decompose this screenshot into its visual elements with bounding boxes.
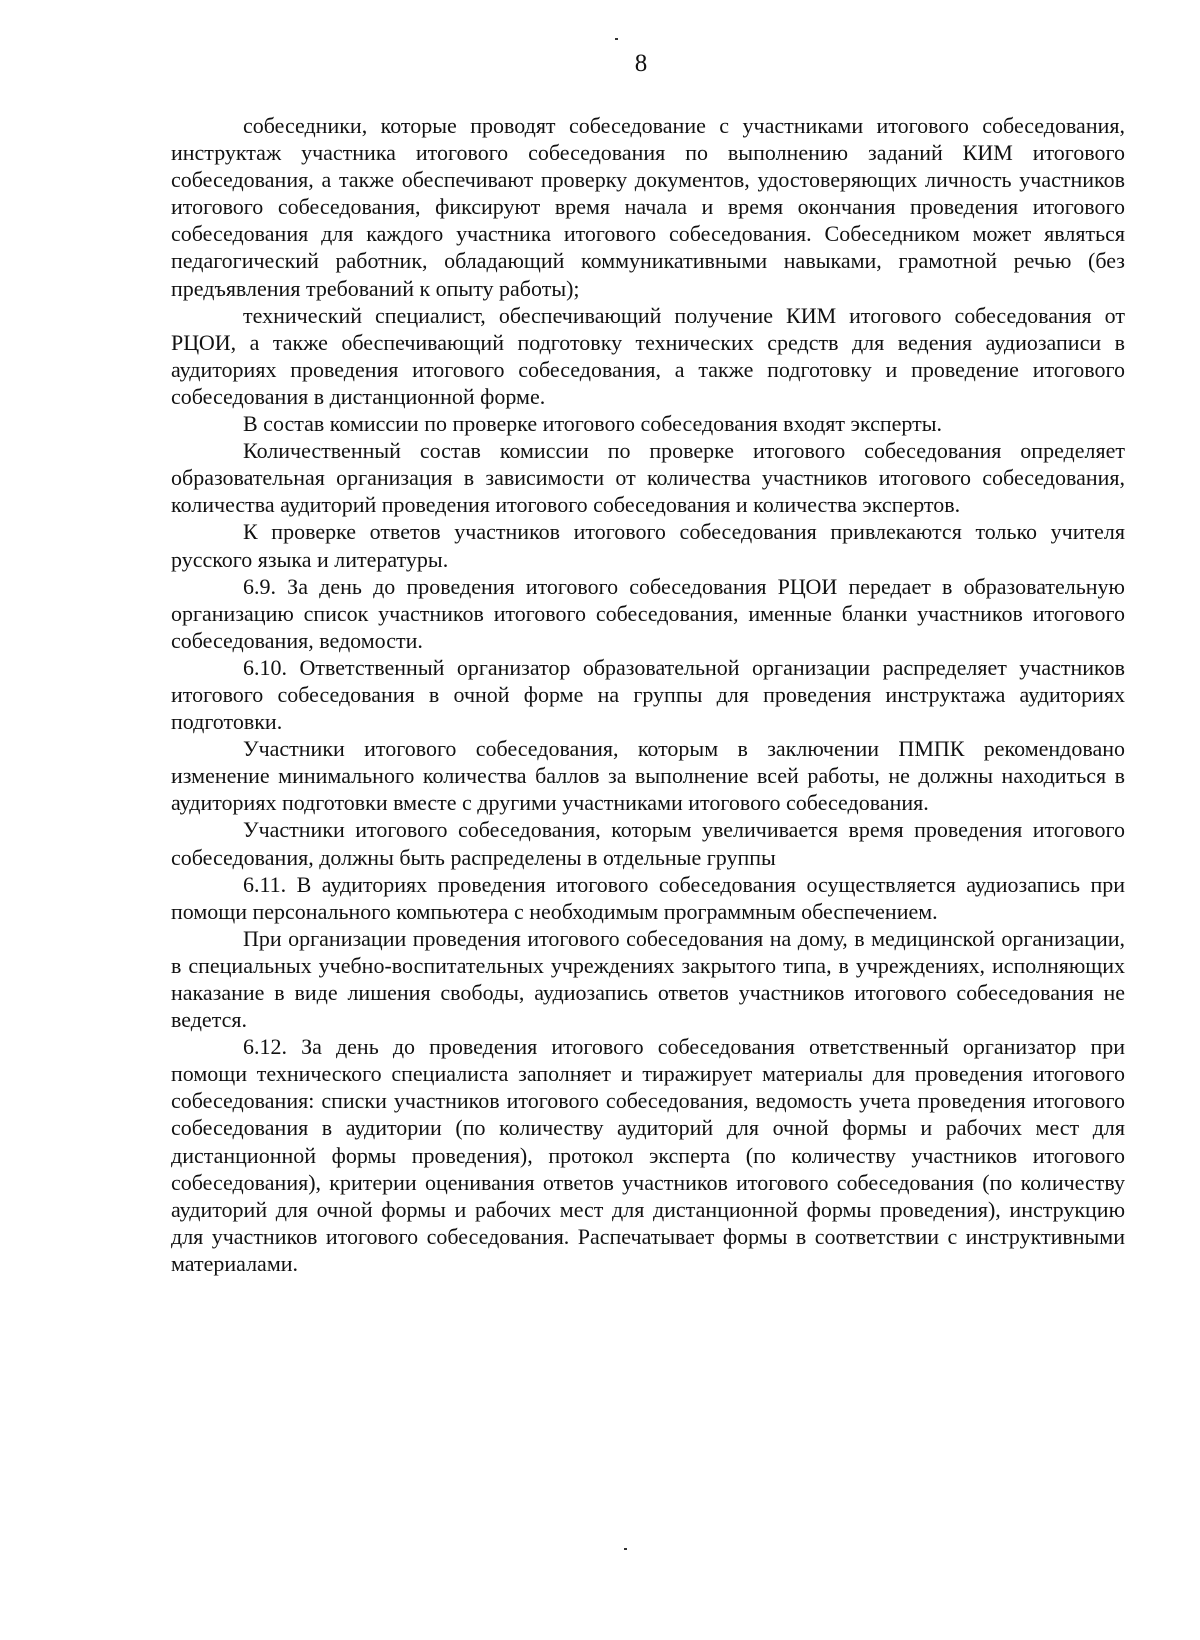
paragraph-interviewers: собеседники, которые проводят собеседование с участниками итогового собеседования, инструктаж участника итогового собеседования по выполнению заданий КИМ итогового собеседования, а также обеспечивают проверку документов, удостоверяющих личность участников итогового собеседования, фиксируют время начала и время окончания проведения итогового собеседования для каждого участника итогового собеседования. Собеседником может являться педагогический работник, обладающий коммуникативными навыками, грамотной речью (без предъявления требований к опыту работы); xyxy=(171,113,1125,301)
paragraph-commission-size: Количественный состав комиссии по проверке итогового собеседования определяет образовательная организация в зависимости от количества участников итогового собеседования, количества аудиторий проведения итогового собеседования и количества экспертов. xyxy=(171,438,1125,518)
paragraph-pmpk-participants: Участники итогового собеседования, которым в заключении ПМПК рекомендовано изменение минимального количества баллов за выполнение всей работы, не должны находиться в аудиториях подготовки вместе с другими участниками итогового собеседования. xyxy=(171,736,1125,816)
paragraph-6-11: 6.11. В аудиториях проведения итогового собеседования осуществляется аудиозапись при помощи персонального компьютера с необходимым программным обеспечением. xyxy=(171,871,1125,924)
scan-speck-top xyxy=(615,38,618,40)
paragraph-6-9: 6.9. За день до проведения итогового собеседования РЦОИ передает в образовательную организацию список участников итогового собеседования, именные бланки участников итогового собеседования, ведомости. xyxy=(171,573,1125,653)
paragraph-teachers: К проверке ответов участников итогового собеседования привлекаются только учителя русского языка и литературы. xyxy=(171,519,1125,572)
scan-speck-bottom xyxy=(624,1548,627,1550)
paragraph-6-12: 6.12. За день до проведения итогового собеседования ответственный организатор при помощи технического специалиста заполняет и тиражирует материалы для проведения итогового собеседования: списки участников итогового собеседования, ведомость учета проведения итогового собеседования в аудитории (по количеству аудиторий для очной формы и рабочих мест для дистанционной формы проведения), протокол эксперта (по количеству участников итогового собеседования), критерии оценивания ответов участников итогового собеседования (по количеству аудиторий для очной формы и рабочих мест для дистанционной формы проведения), инструкцию для участников итогового собеседования. Распечатывает формы в соответствии с инструктивными материалами. xyxy=(171,1034,1125,1276)
paragraph-6-10: 6.10. Ответственный организатор образовательной организации распределяет участников итогового собеседования в очной форме на группы для проведения инструктажа аудиториях подготовки. xyxy=(171,654,1125,735)
page-number: 8 xyxy=(634,50,648,77)
paragraph-home-organization: При организации проведения итогового собеседования на дому, в медицинской организации, в специальных учебно-воспитательных учреждениях закрытого типа, в учреждениях, исполняющих наказание в виде лишения свободы, аудиозапись ответов участников итогового собеседования не ведется. xyxy=(171,925,1125,1033)
paragraph-technical-specialist: технический специалист, обеспечивающий получение КИМ итогового собеседования от РЦОИ, а также обеспечивающий подготовку технических средств для ведения аудиозаписи в аудиториях проведения итогового собеседования, а также подготовку и проведение итогового собеседования в дистанционной форме. xyxy=(171,302,1125,409)
paragraph-extended-time: Участники итогового собеседования, которым увеличивается время проведения итогового собеседования, должны быть распределены в отдельные группы xyxy=(171,817,1125,870)
document-body xyxy=(171,112,1125,1277)
paragraph-commission-composition: В состав комиссии по проверке итогового собеседования входят эксперты. xyxy=(243,411,943,437)
